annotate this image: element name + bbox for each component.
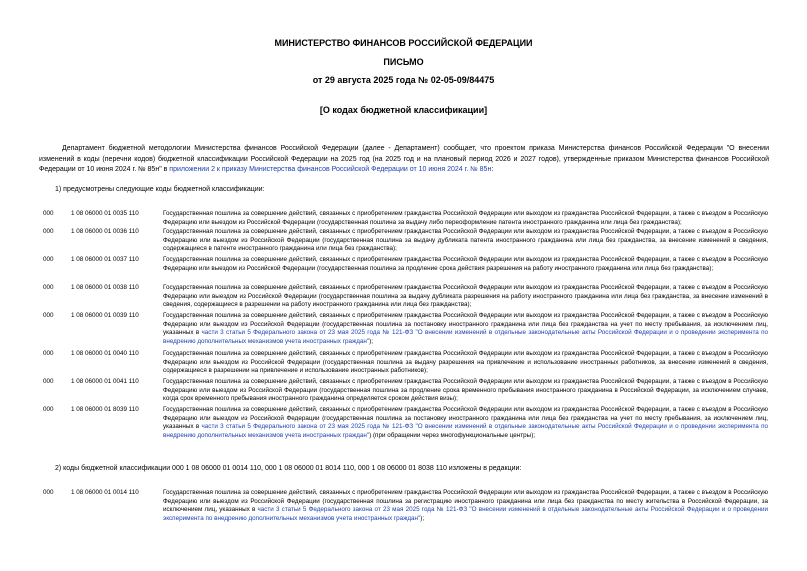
code-description: Государственная пошлина за совершение действий, связанных с приобретением гражданства Российской Федерации или выходом из гражданства Российской Федерации, а также с въездом в Российскую Федерацию или выездом из Российской Федерации (государственная пошлина за продление срока действия разрешения на работу иностранного гражданина или лица без гражданства);	[163, 256, 768, 272]
intro-text: Департамент бюджетной методологии Министерства финансов Российской Федерации (далее - Департамент) сообщает, что проектом приказа Министерства финансов Российской Федерации "О внесении изменений в коды (перечни кодов) бюджетной классификации Российской Федерации на 2025 год (на 2025 год и на плановый период 2026 и 2027 годов), утвержденные приказом Министерства финансов Российской Федерации от 10 июня 2024 г. № 85н" в	[39, 145, 769, 173]
admin-code: 000	[43, 256, 54, 263]
code-description: Государственная пошлина за совершение действий, связанных с приобретением гражданства Российской Федерации или выходом из гражданства Российской Федерации, а также с въездом в Российскую Федерацию или выездом из Российской Федерации (государственная пошлина за выдачу либо переоформление патента иностранного гражданина или лица без гражданства);	[163, 210, 768, 226]
admin-code: 000	[43, 489, 54, 496]
law-link[interactable]: части 3 статьи 5 Федерального закона от 23 мая 2025 года № 121-ФЗ "О внесении изменений в отдельные законодательные акты Российской Федерации и о проведении эксперимента по внедрению дополнительных механизмов учета иностранных граждан"	[163, 329, 769, 345]
budget-code: 1 08 06000 01 0037 110	[71, 256, 139, 263]
code-description: Государственная пошлина за совершение действий, связанных с приобретением гражданства Российской Федерации или выходом из гражданства Российской Федерации, а также с въездом в Российскую Федерацию или выездом из Российской Федерации (государственная пошлина за продление срока временного пребывания иностранного гражданина в Российской Федерации, за исключением случаев, когда срок временного пребывания иностранного гражданина определяется сроком действия визы);	[163, 378, 768, 403]
admin-code: 000	[43, 350, 54, 357]
budget-code: 1 08 06000 01 0035 110	[71, 210, 139, 217]
law-link[interactable]: части 3 статьи 5 Федерального закона от 23 мая 2025 года № 121-ФЗ "О внесении изменений в отдельные законодательные акты Российской Федерации и о проведении эксперимента по внедрению дополнительных механизмов учета иностранных граждан"	[163, 423, 769, 439]
code-description: Государственная пошлина за совершение действий, связанных с приобретением гражданства Российской Федерации или выходом из гражданства Российской Федерации, а также с въездом в Российскую Федерацию или выездом из Российской Федерации (государственная пошлина за постановку иностранного гражданина или лица без гражданства на учет по месту пребывания, за исключением лиц, указанных в части 3 статьи 5 Федерального закона от 23 мая 2025 года № 121-ФЗ "О внесении изменений в отдельные законодательные акты Российской Федерации и о проведении эксперимента по внедрению дополнительных механизмов учета иностранных граждан") (при обращении через многофункциональные центры);	[163, 406, 769, 439]
admin-code: 000	[43, 210, 54, 217]
doc-date-number: от 29 августа 2025 года № 02-05-09/84475	[312, 75, 495, 85]
admin-code: 000	[43, 228, 54, 235]
code-description: Государственная пошлина за совершение действий, связанных с приобретением гражданства Российской Федерации или выходом из гражданства Российской Федерации, а также с въездом в Российскую Федерацию или выездом из Российской Федерации (государственная пошлина за постановку иностранного гражданина или лица без гражданства на учет по месту пребывания, за исключением лиц, указанных в части 3 статьи 5 Федерального закона от 23 мая 2025 года № 121-ФЗ "О внесении изменений в отдельные законодательные акты Российской Федерации и о проведении эксперимента по внедрению дополнительных механизмов учета иностранных граждан");	[163, 312, 769, 345]
budget-code: 1 08 06000 01 0014 110	[71, 489, 139, 496]
ministry-title: МИНИСТЕРСТВО ФИНАНСОВ РОССИЙСКОЙ ФЕДЕРАЦИИ	[274, 38, 533, 48]
code-description: Государственная пошлина за совершение действий, связанных с приобретением гражданства Российской Федерации или выходом из гражданства Российской Федерации, а также с въездом в Российскую Федерацию или выездом из Российской Федерации (государственная пошлина за регистрацию иностранного гражданина или лица без гражданства по месту жительства в Российской Федерации, за исключением лиц, указанных в части 3 статьи 5 Федерального закона от 23 мая 2025 года № 121-ФЗ "О внесении изменений в отдельные законодательные акты Российской Федерации и о проведении эксперимента по внедрению дополнительных механизмов учета иностранных граждан");	[163, 489, 768, 522]
budget-code: 1 08 06000 01 0040 110	[71, 350, 139, 357]
admin-code: 000	[43, 406, 54, 413]
code-description: Государственная пошлина за совершение действий, связанных с приобретением гражданства Российской Федерации или выходом из гражданства Российской Федерации, а также с въездом в Российскую Федерацию или выездом из Российской Федерации (государственная пошлина за выдачу дубликата патента иностранного гражданина или лица без гражданства, за внесение изменений в сведения, содержащиеся в патенте иностранного гражданина или лица без гражданства);	[163, 228, 768, 253]
doc-type: ПИСЬМО	[383, 57, 424, 67]
intro-paragraph	[39, 144, 769, 176]
budget-code: 1 08 06000 01 0036 110	[71, 228, 139, 235]
intro-link[interactable]: приложении 2 к приказу Министерства финансов Российской Федерации от 10 июня 2024 г. № 85н	[169, 166, 492, 173]
admin-code: 000	[43, 312, 54, 319]
budget-code: 1 08 06000 01 8039 110	[71, 406, 139, 413]
doc-subject: [О кодах бюджетной классификации]	[319, 105, 488, 115]
intro-end: :	[491, 166, 494, 173]
section2-title: 2) коды бюджетной классификации 000 1 08 06000 01 0014 110, 000 1 08 06000 01 8014 110, 000 1 08 06000 01 8038 110 изложены в редакции:	[55, 465, 522, 472]
budget-code: 1 08 06000 01 0039 110	[71, 312, 139, 319]
budget-code: 1 08 06000 01 0038 110	[71, 284, 139, 291]
section1-title: 1) предусмотрены следующие коды бюджетной классификации:	[55, 186, 265, 193]
admin-code: 000	[43, 378, 54, 385]
budget-code: 1 08 06000 01 0041 110	[71, 378, 139, 385]
admin-code: 000	[43, 284, 54, 291]
code-description: Государственная пошлина за совершение действий, связанных с приобретением гражданства Российской Федерации или выходом из гражданства Российской Федерации, а также с въездом в Российскую Федерацию или выездом из Российской Федерации (государственная пошлина за выдачу дубликата разрешения на работу иностранного гражданина или лица без гражданства, за внесение изменений в сведения, содержащиеся в разрешении на работу иностранного гражданина или лица без гражданства);	[163, 284, 768, 309]
code-description: Государственная пошлина за совершение действий, связанных с приобретением гражданства Российской Федерации или выходом из гражданства Российской Федерации, а также с въездом в Российскую Федерацию или выездом из Российской Федерации (государственная пошлина за выдачу разрешения на привлечение и использование иностранных работников, за внесение изменений в сведения, содержащиеся в разрешении на привлечение и использование иностранных работников);	[163, 350, 768, 375]
law-link[interactable]: части 3 статьи 5 Федерального закона от 23 мая 2025 года № 121-ФЗ "О внесении изменений в отдельные законодательные акты Российской Федерации и о проведении эксперимента по внедрению дополнительных механизмов учета иностранных граждан"	[163, 506, 768, 522]
